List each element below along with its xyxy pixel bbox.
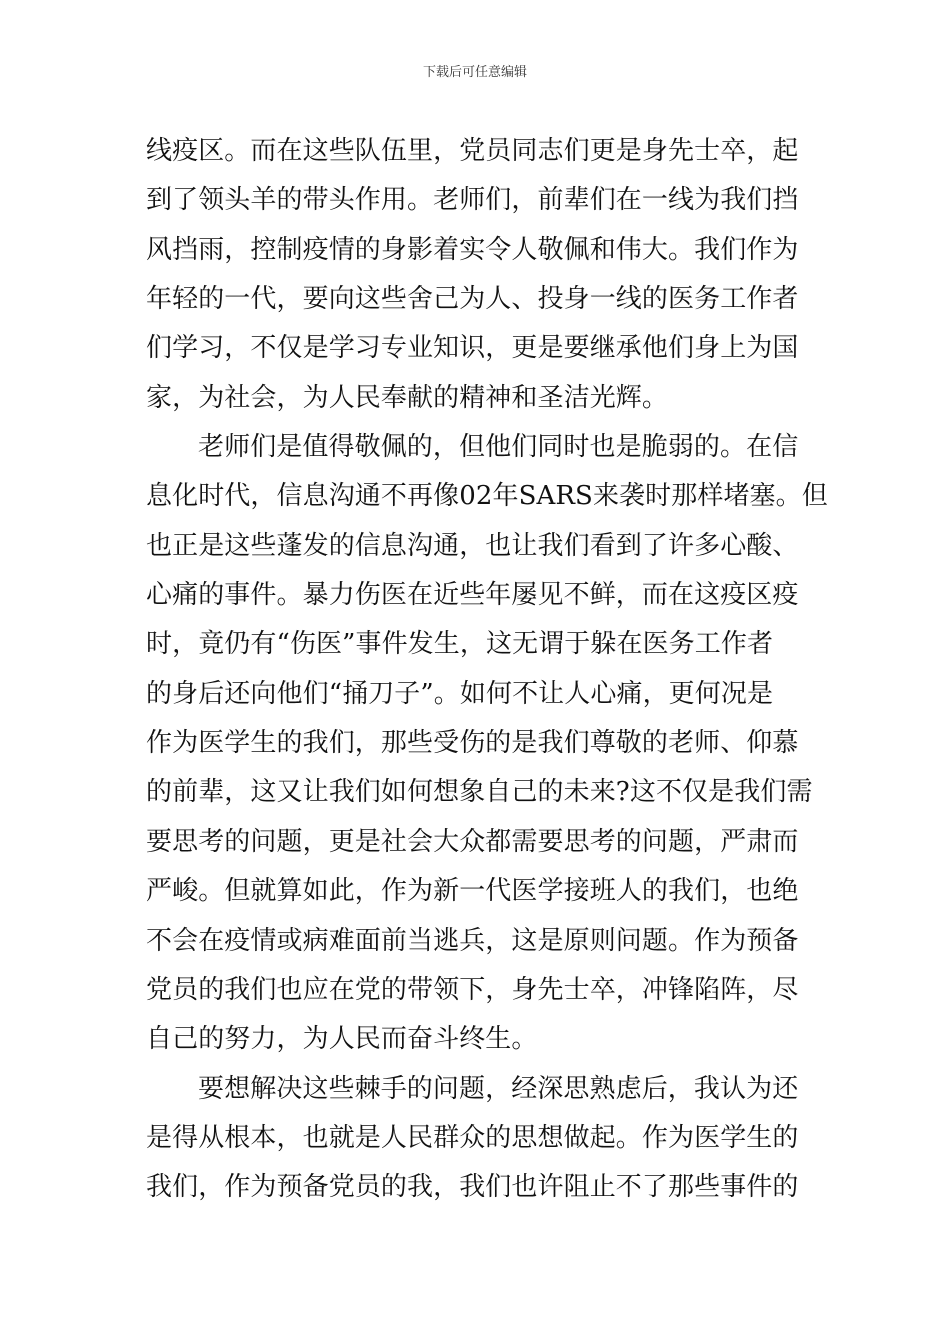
text-line: 到了领头羊的带头作用。老师们，前辈们在一线为我们挡 [146, 185, 799, 216]
document-body [146, 127, 828, 1213]
text-line: 风挡雨，控制疫情的身影着实令人敬佩和伟大。我们作为 [146, 234, 799, 265]
text-line: 自己的努力，为人民而奋斗终生。 [146, 1024, 538, 1055]
text-line: 作为医学生的我们，那些受伤的是我们尊敬的老师、仰慕 [146, 728, 799, 759]
text-line: 不会在疫情或病难面前当逃兵，这是原则问题。作为预备 [146, 925, 799, 956]
text-line: 是得从根本，也就是人民群众的思想做起。作为医学生的 [146, 1122, 799, 1153]
text-line: 心痛的事件。暴力伤医在近些年屡见不鲜，而在这疫区疫 [146, 580, 799, 611]
text-line: 要想解决这些棘手的问题，经深思熟虑后，我认为还 [198, 1073, 799, 1104]
text-line: 老师们是值得敬佩的，但他们同时也是脆弱的。在信 [198, 432, 799, 463]
text-line: 要思考的问题，更是社会大众都需要思考的问题，严肃而 [146, 826, 799, 857]
text-line: 年轻的一代，要向这些舍己为人、投身一线的医务工作者 [146, 284, 799, 315]
text-line: 党员的我们也应在党的带领下，身先士卒，冲锋陷阵，尽 [146, 974, 799, 1005]
text-line: 们学习，不仅是学习专业知识，更是要继承他们身上为国 [146, 333, 799, 364]
text-line: 线疫区。而在这些队伍里，党员同志们更是身先士卒，起 [146, 136, 799, 166]
page-header: 下载后可任意编辑 [422, 65, 527, 80]
text-line: 的前辈，这又让我们如何想象自己的未来?这不仅是我们需 [146, 777, 813, 808]
text-line: 的身后还向他们“捅刀子”。如何不让人心痛，更何况是 [146, 678, 774, 709]
text-line: 也正是这些蓬发的信息沟通，也让我们看到了许多心酸、 [146, 530, 799, 561]
text-line: 时，竟仍有“伤医”事件发生，这无谓于躲在医务工作者 [146, 629, 774, 660]
text-line: 家，为社会，为人民奉献的精神和圣洁光辉。 [146, 382, 669, 413]
text-line: 我们，作为预备党员的我，我们也许阻止不了那些事件的 [146, 1172, 799, 1203]
text-line: 严峻。但就算如此，作为新一代医学接班人的我们，也绝 [146, 876, 799, 907]
text-line: 息化时代，信息沟通不再像02年SARS来袭时那样堵塞。但 [146, 481, 828, 512]
